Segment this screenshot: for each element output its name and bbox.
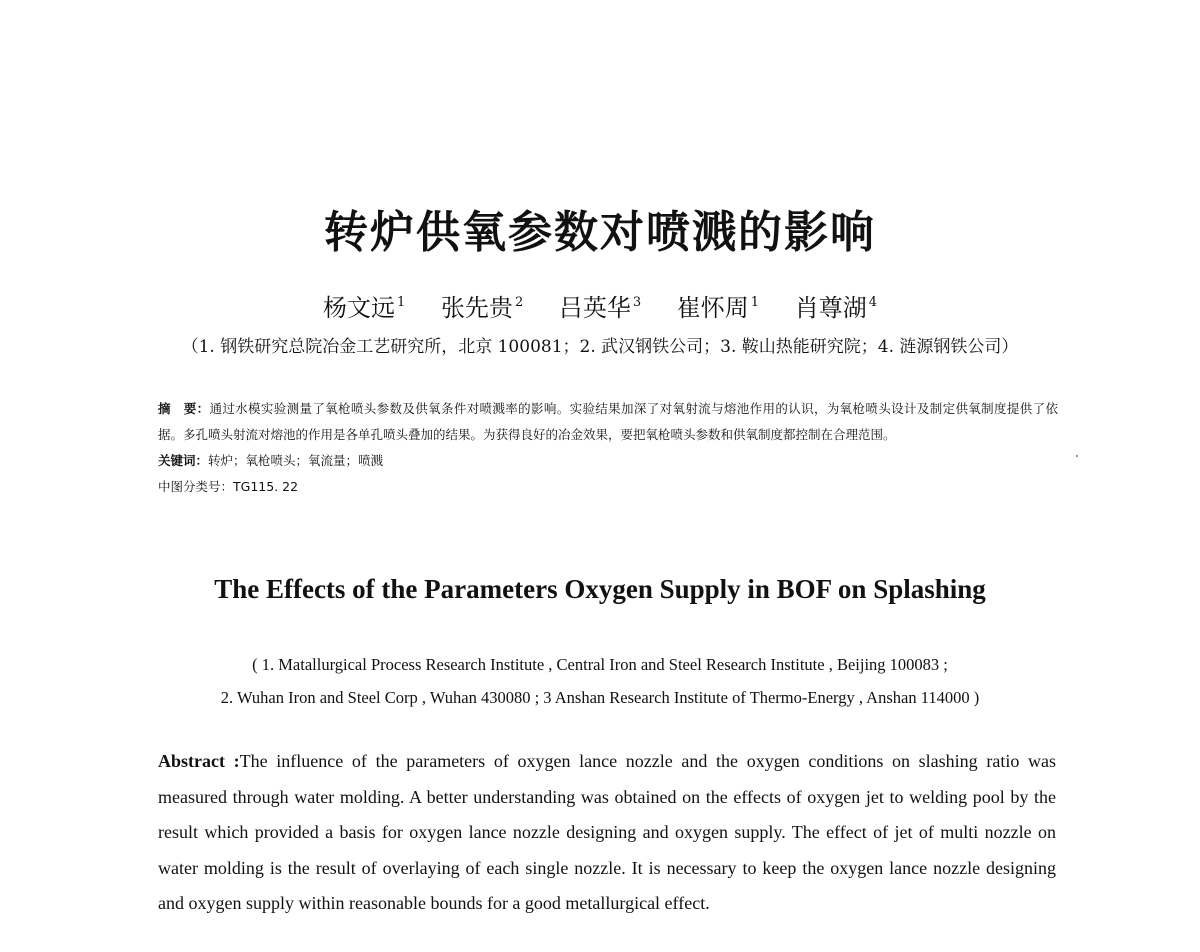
affiliation-mark: 2 <box>514 295 524 310</box>
paper-title-en: The Effects of the Parameters Oxygen Supply in BOF on Splashing <box>214 574 986 604</box>
author-name: 张先贵 <box>440 294 513 322</box>
author <box>795 288 877 323</box>
author-name: 崔怀周 <box>676 294 749 322</box>
author <box>441 288 523 323</box>
author-list <box>0 288 1200 323</box>
abstract-en-text: The influence of the parameters of oxygen lance nozzle and the oxygen conditions on slashing ratio was measured through water molding. A better understanding was obtained on the effects of oxygen jet to welding pool by the result which provided a basis for oxygen lance nozzle designing and oxygen supply. The effect of jet of multi nozzle on water molding is the result of overlaying of each single nozzle. It is necessary to keep the oxygen lance nozzle designing and oxygen supply within reasonable bounds for a good metallurgical effect. <box>158 751 1056 913</box>
author <box>559 288 641 323</box>
author <box>323 288 405 323</box>
affiliation-mark: 1 <box>397 295 406 310</box>
abstract-cn <box>158 396 1058 448</box>
author <box>677 288 759 323</box>
abstract-en <box>158 744 1056 922</box>
keywords-cn <box>158 448 1058 474</box>
abstract-cn-label: 摘 要： <box>158 401 210 416</box>
affiliation-mark: 1 <box>750 295 760 310</box>
affiliation-en-line: ( 1. Matallurgical Process Research Institute , Central Iron and Steel Research Institute , Beijing 100083 ; <box>252 655 948 674</box>
classification-cn-label: 中图分类号： <box>158 479 234 494</box>
abstract-en-label: Abstract : <box>158 751 240 771</box>
classification-cn-text: TG115. 22 <box>233 479 299 494</box>
author-name: 肖尊湖 <box>794 294 867 322</box>
affiliation-mark: 3 <box>632 295 642 310</box>
affiliation-mark: 4 <box>868 295 877 310</box>
author-name: 杨文远 <box>323 294 396 322</box>
abstract-cn-text: 通过水模实验测量了氧枪喷头参数及供氧条件对喷溅率的影响。实验结果加深了对氧射流与熔池作用的认识，为氧枪喷头设计及制定供氧制度提供了依据。多孔喷头射流对熔池的作用是各单孔喷头叠加的结果。为获得良好的冶金效果，要把氧枪喷头参数和供氧制度都控制在合理范围。 <box>158 401 1058 442</box>
affiliation-cn: （1. 钢铁研究总院冶金工艺研究所，北京 100081；2. 武汉钢铁公司；3. 鞍山热能研究院；4. 涟源钢铁公司） <box>181 337 1019 357</box>
scan-speck <box>1076 455 1078 457</box>
classification-cn <box>158 474 1058 500</box>
author-name: 吕英华 <box>558 294 631 322</box>
chinese-abstract-block <box>158 396 1058 500</box>
keywords-cn-text: 转炉；氧枪喷头；氧流量；喷溅 <box>208 453 384 468</box>
keywords-cn-label: 关键词： <box>158 453 209 468</box>
affiliation-en <box>0 648 1200 714</box>
affiliation-en-line: 2. Wuhan Iron and Steel Corp , Wuhan 430080 ; 3 Anshan Research Institute of Thermo-Energy , Anshan 114000 ) <box>220 688 980 707</box>
paper-title-cn: 转炉供氧参数对喷溅的影响 <box>324 207 876 258</box>
